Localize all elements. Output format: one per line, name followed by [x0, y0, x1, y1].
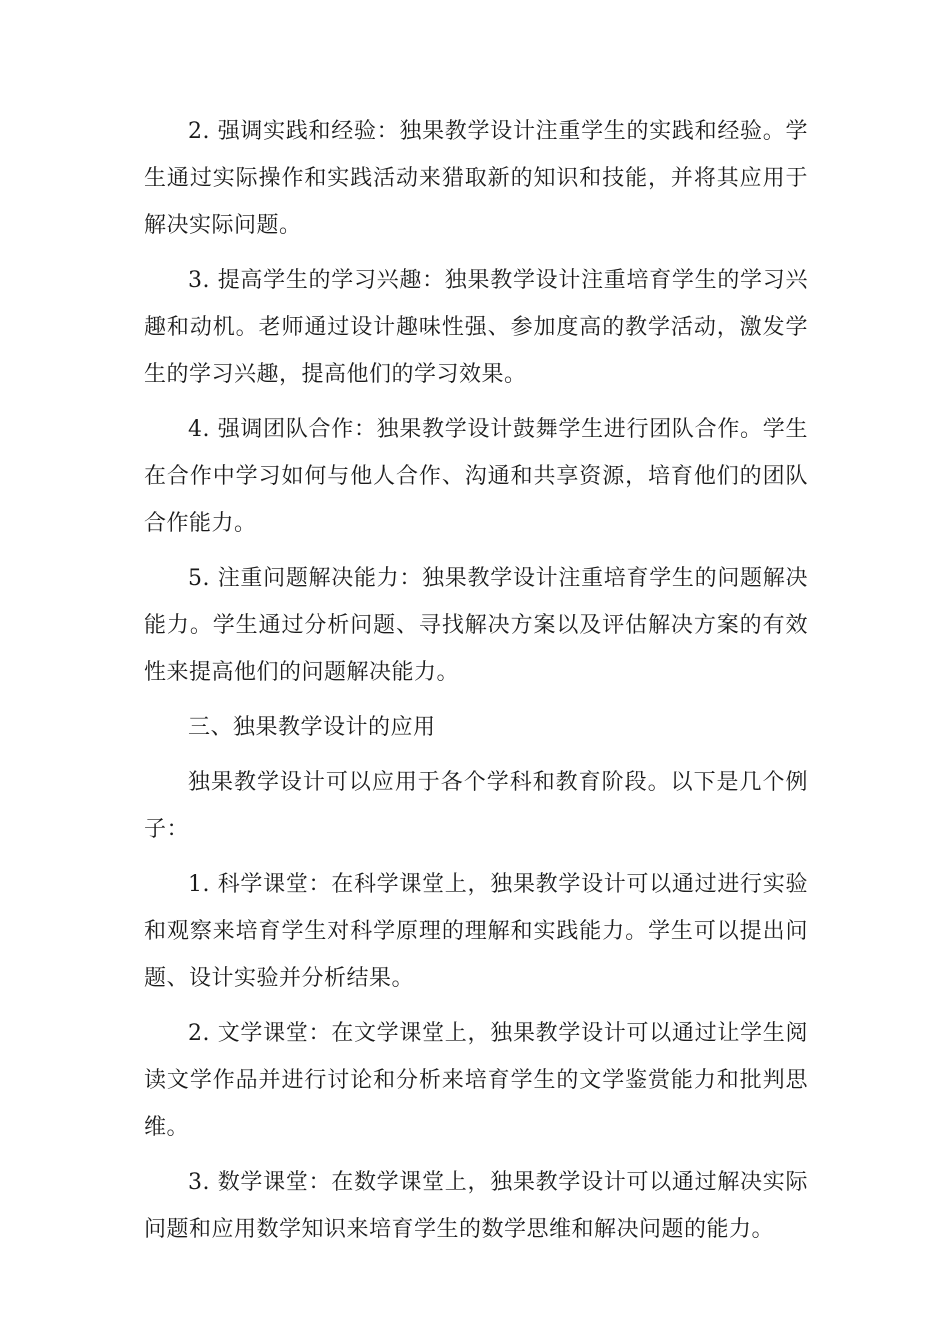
example-science-class: 1. 科学课堂：在科学课堂上，独果教学设计可以通过进行实验和观察来培育学生对科学原理的理解和实践能力。学生可以提出问题、设计实验并分析结果。: [144, 872, 808, 991]
paragraph-learning-interest: 3. 提高学生的学习兴趣：独果教学设计注重培育学生的学习兴趣和动机。老师通过设计趣味性强、参加度高的教学活动，激发学生的学习兴趣，提高他们的学习效果。: [144, 268, 808, 387]
paragraph-practice-experience: 2. 强调实践和经验：独果教学设计注重学生的实践和经验。学生通过实际操作和实践活动来猎取新的知识和技能，并将其应用于解决实际问题。: [144, 119, 808, 238]
example-literature-class: 2. 文学课堂：在文学课堂上，独果教学设计可以通过让学生阅读文学作品并进行讨论和分析来培育学生的文学鉴赏能力和批判思维。: [144, 1021, 808, 1140]
paragraph-problem-solving: 5. 注重问题解决能力：独果教学设计注重培育学生的问题解决能力。学生通过分析问题、寻找解决方案以及评估解决方案的有效性来提高他们的问题解决能力。: [144, 566, 808, 685]
paragraph-teamwork: 4. 强调团队合作：独果教学设计鼓舞学生进行团队合作。学生在合作中学习如何与他人合作、沟通和共享资源，培育他们的团队合作能力。: [144, 417, 808, 536]
example-math-class: 3. 数学课堂：在数学课堂上，独果教学设计可以通过解决实际问题和应用数学知识来培育学生的数学思维和解决问题的能力。: [144, 1170, 808, 1242]
section-heading-application: 三、独果教学设计的应用: [188, 715, 436, 740]
document-body: [144, 108, 808, 1261]
paragraph-application-intro: 独果教学设计可以应用于各个学科和教育阶段。以下是几个例子：: [144, 770, 808, 842]
